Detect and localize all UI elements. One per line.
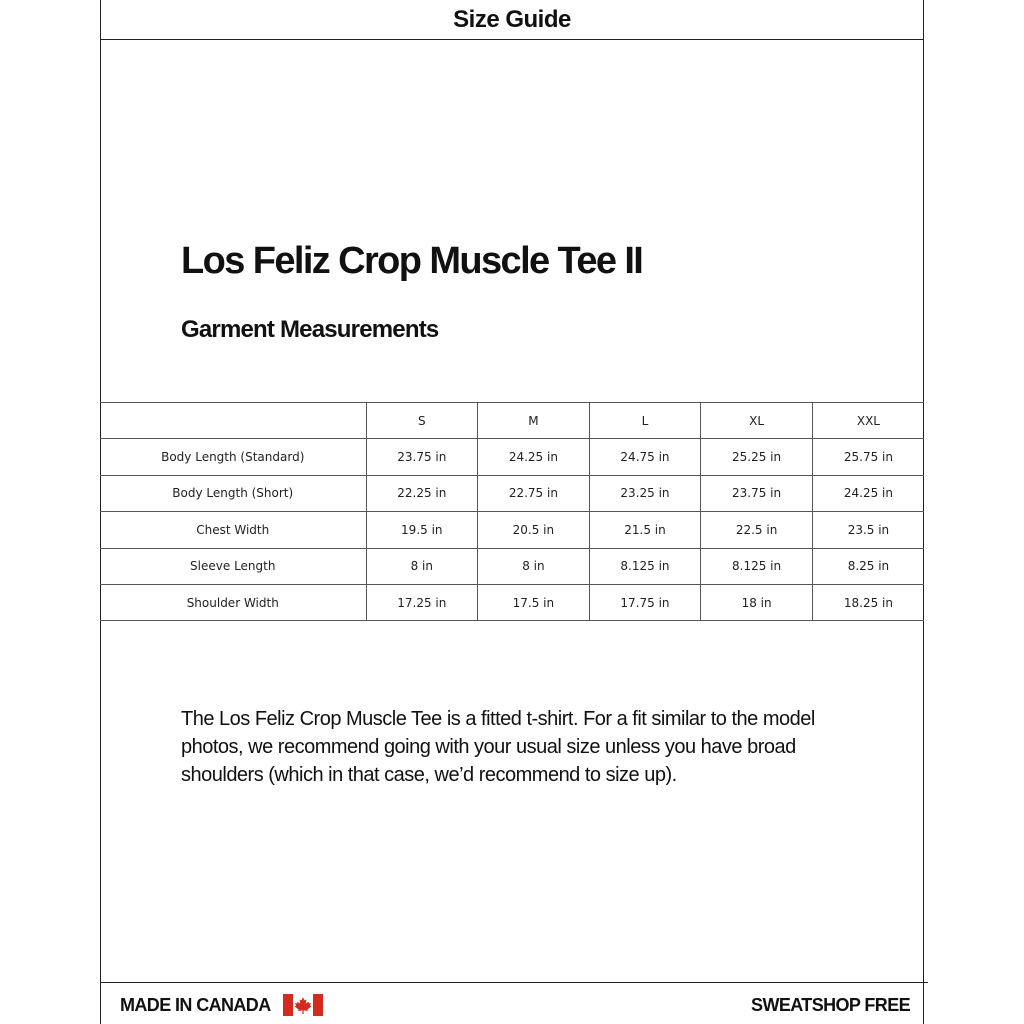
column-header-xxl: XXL [812,403,924,439]
table-row [100,475,924,511]
table-cell: 8.125 in [589,548,701,584]
row-label: Body Length (Standard) [100,439,366,475]
made-in-canada-label: MADE IN CANADA [120,994,271,1015]
row-label: Body Length (Short) [100,475,366,511]
table-header-row [100,403,924,439]
table-cell: 25.75 in [812,439,924,475]
table-cell: 18 in [701,584,813,620]
table-cell: 18.25 in [812,584,924,620]
column-header-m: M [478,403,590,439]
table-cell: 19.5 in [366,512,478,548]
table-cell: 22.25 in [366,475,478,511]
table-cell: 25.25 in [701,439,813,475]
table-cell: 8 in [366,548,478,584]
column-header-xl: XL [701,403,813,439]
table-cell: 24.75 in [589,439,701,475]
table-row [100,439,924,475]
column-header-l: L [589,403,701,439]
footer-divider [100,982,928,983]
table-cell: 23.75 in [701,475,813,511]
table-cell: 17.75 in [589,584,701,620]
page-header [100,0,924,40]
sweatshop-free-label: SWEATSHOP FREE [751,994,910,1015]
canada-flag-icon [283,994,323,1016]
table-cell: 23.75 in [366,439,478,475]
column-header-s: S [366,403,478,439]
fit-description: The Los Feliz Crop Muscle Tee is a fitted t-shirt. For a fit similar to the model photos, we recommend going with your usual size unless you have broad shoulders (which in that case, we’d recommend to size up). [181,708,815,786]
table-cell: 8.25 in [812,548,924,584]
table-cell: 22.5 in [701,512,813,548]
table-cell: 17.25 in [366,584,478,620]
table-cell: 22.75 in [478,475,590,511]
size-table [100,402,924,621]
page-title: Size Guide [453,5,571,33]
section-title: Garment Measurements [181,316,439,343]
table-cell: 8 in [478,548,590,584]
product-title: Los Feliz Crop Muscle Tee II [181,240,643,282]
footer-made-in-canada [120,992,323,1018]
table-row [100,584,924,620]
row-label: Shoulder Width [100,584,366,620]
table-cell: 23.25 in [589,475,701,511]
table-cell: 24.25 in [478,439,590,475]
table-row [100,512,924,548]
table-cell: 8.125 in [701,548,813,584]
table-cell: 24.25 in [812,475,924,511]
table-row [100,548,924,584]
row-label: Sleeve Length [100,548,366,584]
table-cell: 17.5 in [478,584,590,620]
table-cell: 21.5 in [589,512,701,548]
footer-sweatshop-free [751,992,910,1018]
row-label: Chest Width [100,512,366,548]
column-header-empty [100,403,366,439]
table-cell: 20.5 in [478,512,590,548]
table-cell: 23.5 in [812,512,924,548]
